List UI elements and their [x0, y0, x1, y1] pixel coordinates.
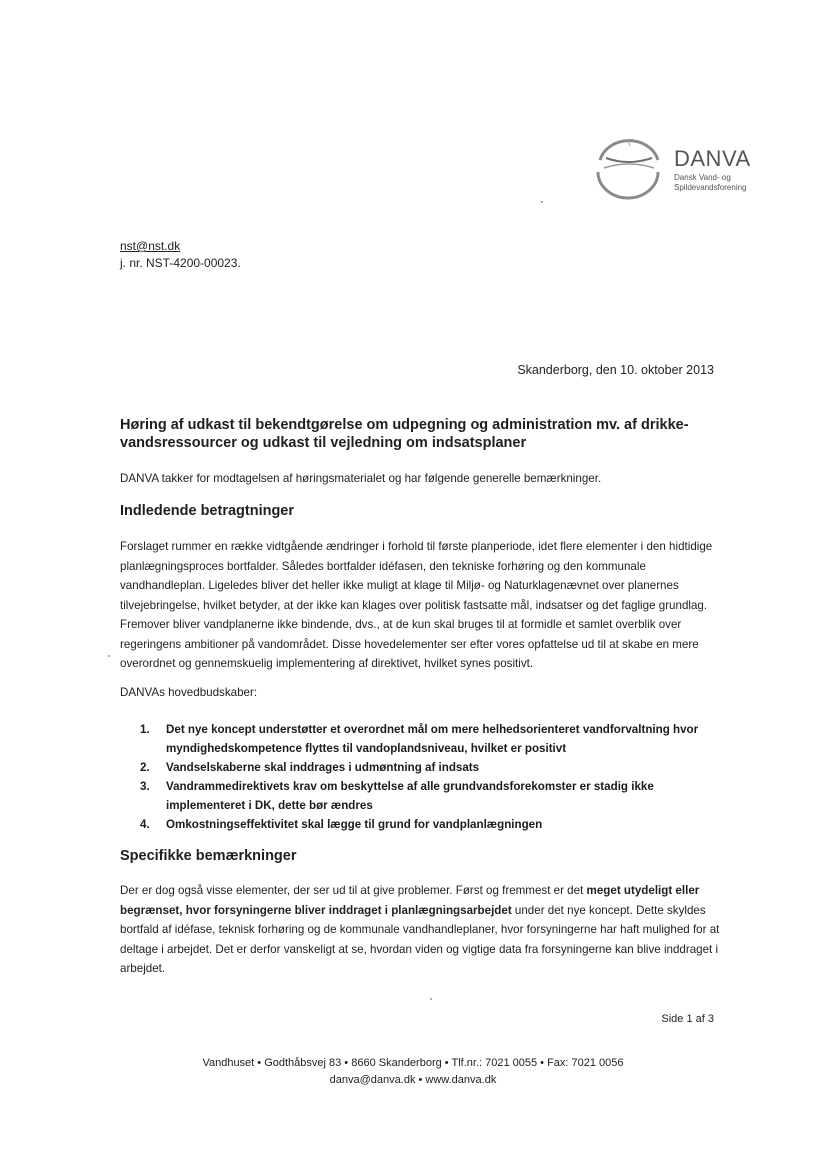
danva-logo	[588, 130, 768, 202]
list-item: 1. Det nye koncept understøtter et overordnet mål om mere helhedsorienteret vandforvaltning hvor myndighedskompetence flyttes til vandoplandsniveau, hvilket er positivt	[140, 723, 699, 755]
date-line: Skanderborg, den 10. oktober 2013	[517, 363, 714, 377]
intro-paragraph: DANVA takker for modtagelsen af høringsmaterialet og har følgende generelle bemærkninger.	[120, 472, 602, 485]
page-number: Side 1 af 3	[661, 1013, 714, 1025]
section-heading-indledende: Indledende betragtninger	[120, 503, 295, 519]
recipient-block	[120, 238, 241, 272]
logo-tagline: Dansk Vand- og Spildevandsforening	[674, 173, 747, 192]
footer-contact: danva@danva.dk • www.danva.dk	[329, 1074, 497, 1086]
emphasis-text: meget utydeligt eller begrænset, hvor forsyningerne bliver inddraget i planlægningsarbejdet	[120, 884, 700, 917]
section-body-indledende: Forslaget rummer en række vidtgående ændringer i forhold til første planperiode, idet flere elementer i den hidtidige planlægningsproces bortfalder. Således bortfalder idéfasen, den tekniske forhøring og den kommunale vandhandleplan. Ligeledes bliver det heller ikke muligt at klage til Miljø- og Naturklagenævnet over planernes tilvejebringelse, hvilket betyder, at der ikke kan klages over politisk fastsatte mål, indsatser og det faglige grundlag. Fremover bliver vandplanerne ikke bindende, dvs., at de kun skal bruges til at formidle et samlet overblik over regeringens ambitioner på vandområdet. Disse hovedelementer ser efter vores opfattelse ud til at skabe en mere overordnet og gennemskuelig implementering af direktivet, hvilket synes positivt.	[120, 540, 713, 670]
scan-speck	[541, 201, 543, 203]
section-heading-specifikke: Specifikke bemærkninger	[120, 848, 297, 864]
scan-speck	[108, 655, 110, 657]
scan-speck	[430, 998, 432, 1000]
list-item: 2. Vandselskaberne skal inddrages i udmøntning af indsats	[140, 761, 480, 774]
letter-footer	[0, 1055, 826, 1089]
list-item: 3. Vandrammedirektivets krav om beskyttelse af alle grundvandsforekomster er stadig ikke implementeret i DK, dette bør ændres	[140, 780, 654, 812]
section-body-specifikke: Der er dog også visse elementer, der ser ud til at give problemer. Først og fremmest er det meget utydeligt eller begrænset, hvor forsyningerne bliver inddraget i planlægningsarbejdet under det nye koncept. Dette skyldes bortfald af idéfase, teknisk forhøring og de kommunale vandhandleplaner, hvor forsyningerne har haft mulighed for at deltage i arbejdet. Det er derfor vanskeligt at se, hvordan viden og vigtige data fra forsyningerne kan blive inddraget i arbejdet.	[120, 884, 720, 975]
recipient-email-link[interactable]: nst@nst.dk	[120, 239, 181, 253]
logo-wordmark: DANVA	[674, 146, 751, 171]
reference-number: j. nr. NST-4200-00023.	[120, 256, 241, 270]
footer-address: Vandhuset • Godthåbsvej 83 • 8660 Skanderborg • Tlf.nr.: 7021 0055 • Fax: 7021 0056	[202, 1057, 624, 1069]
danva-emblem-icon	[588, 130, 668, 202]
key-messages-list	[140, 720, 720, 834]
key-messages-lead: DANVAs hovedbudskaber:	[120, 686, 258, 699]
list-item: 4. Omkostningseffektivitet skal lægge til grund for vandplanlægningen	[140, 818, 543, 831]
letter-title: Høring af udkast til bekendtgørelse om udpegning og administration mv. af drikke-vandsressourcer og udkast til vejledning om indsatsplaner	[120, 417, 689, 451]
